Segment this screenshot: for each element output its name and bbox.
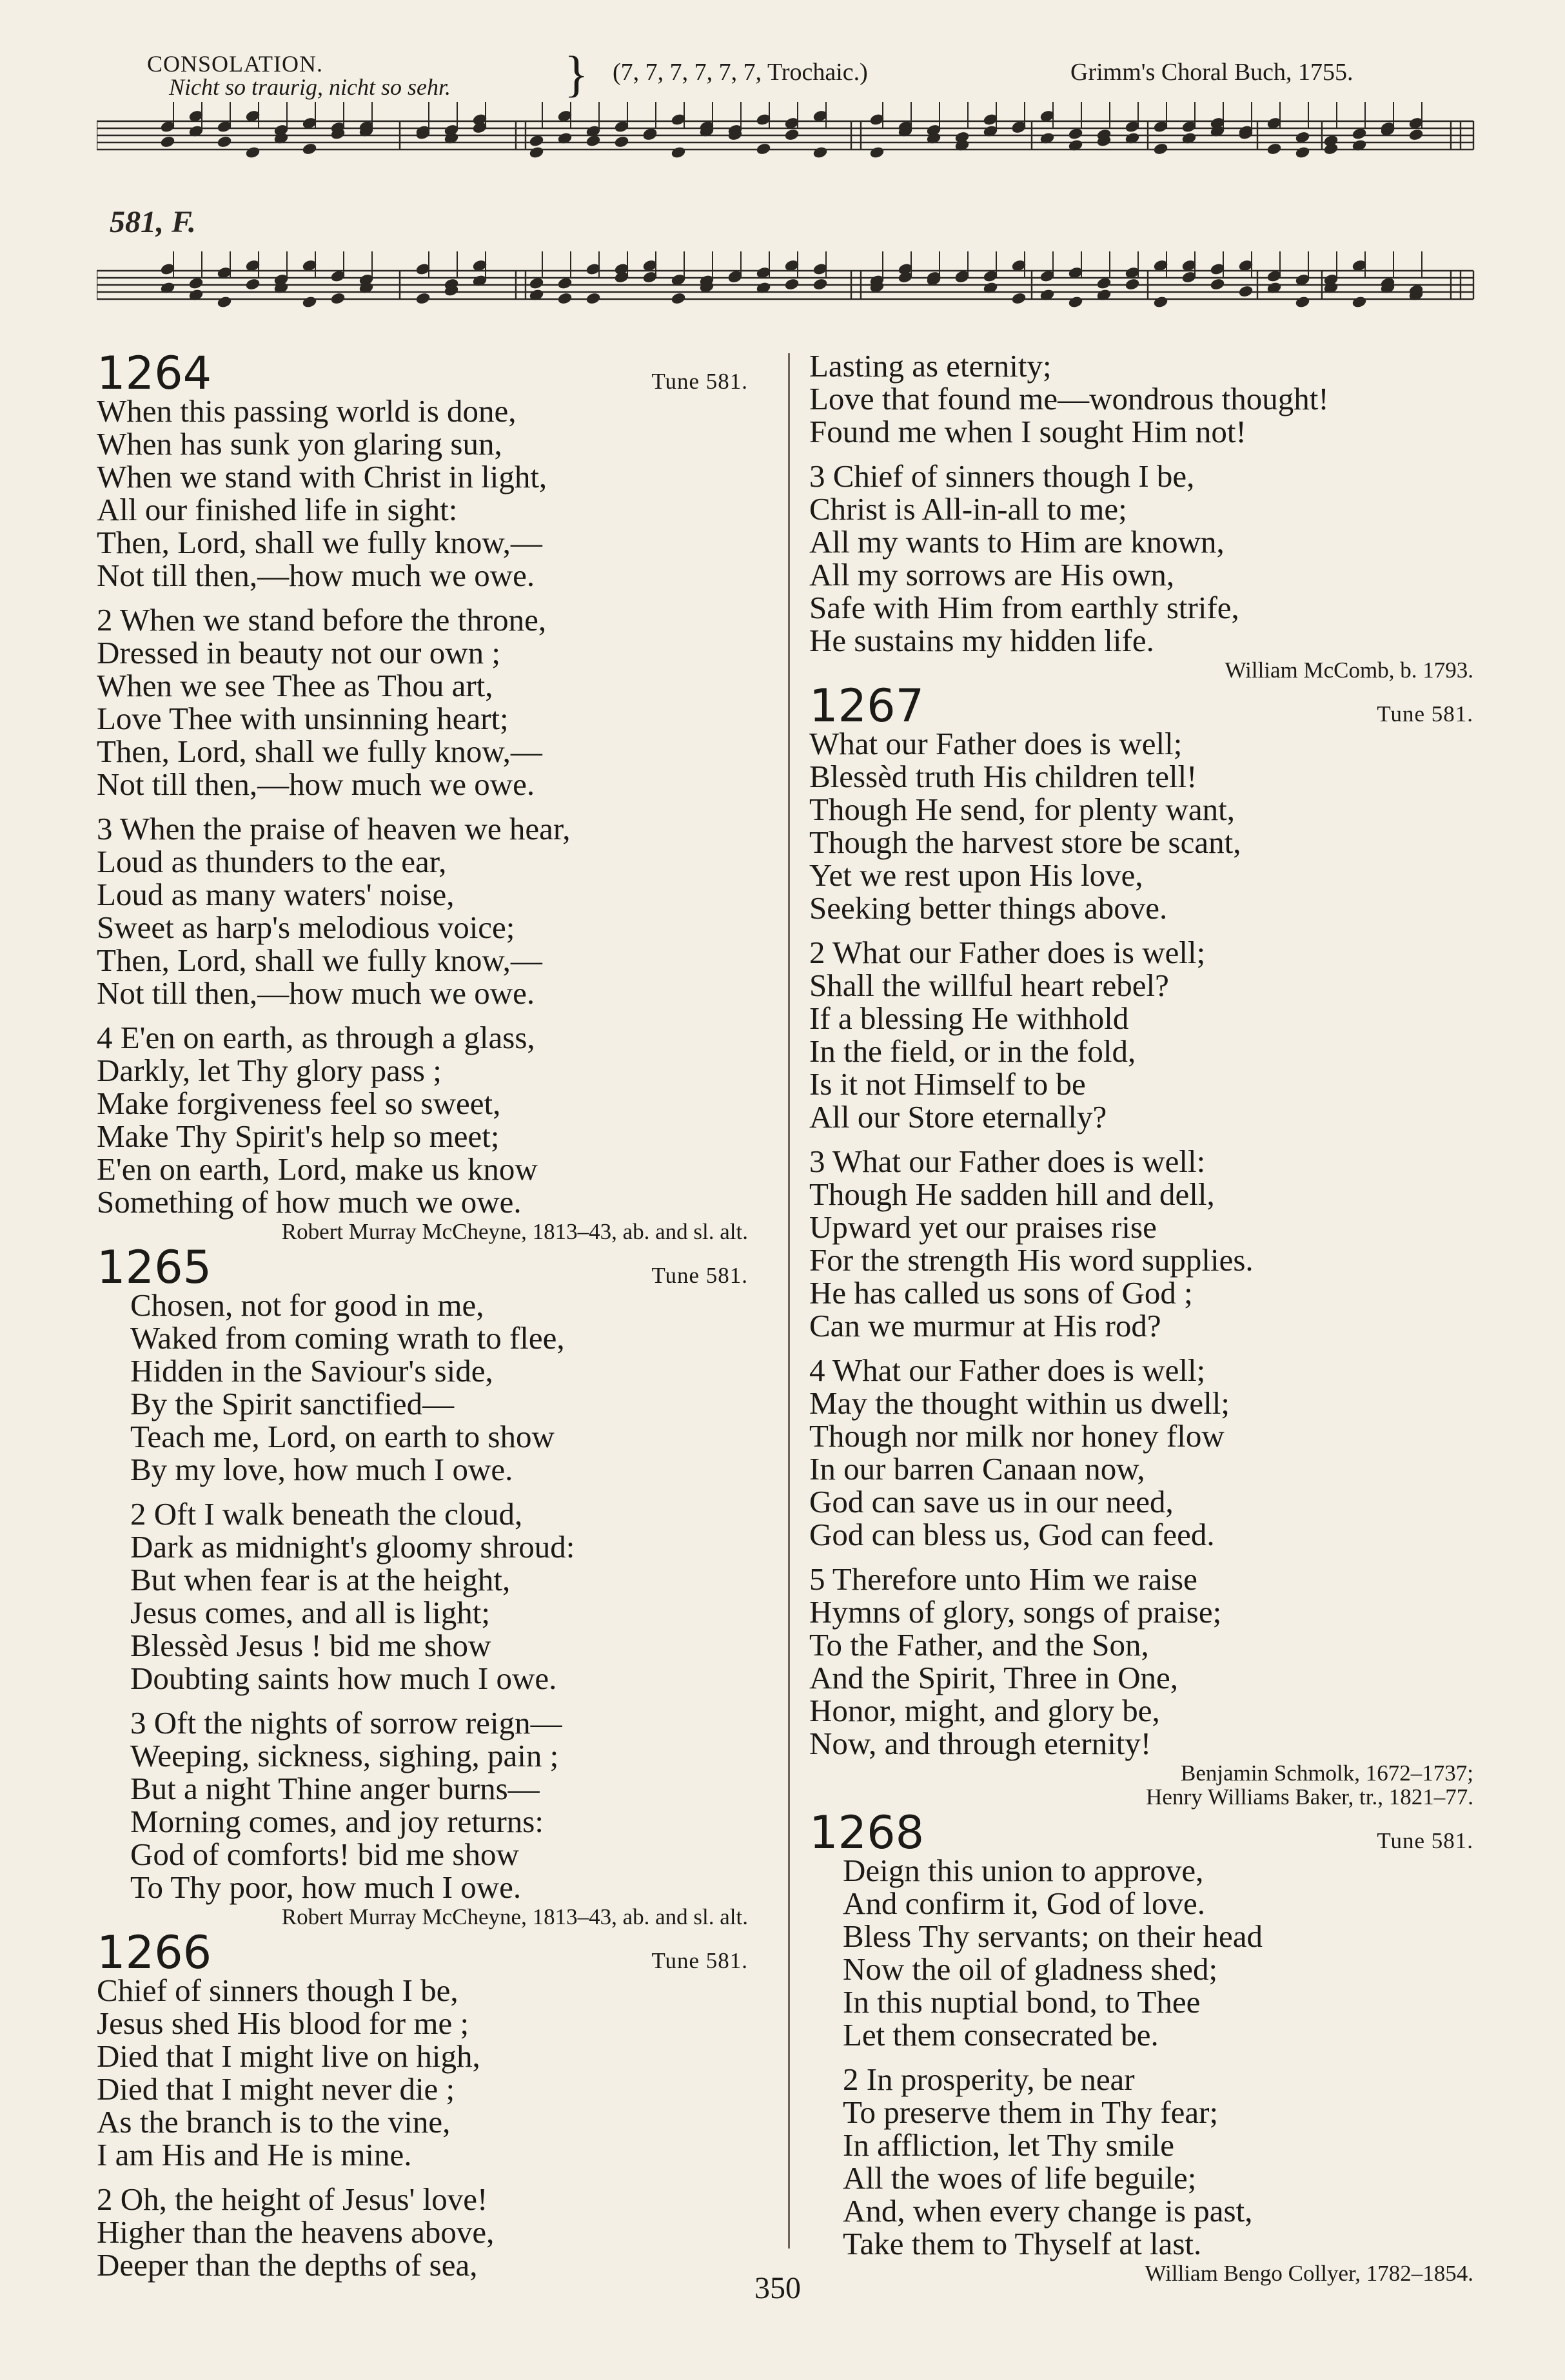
- verse-line: All our finished life in sight:: [97, 492, 458, 527]
- verse-line: 2 When we stand before the throne,: [97, 602, 547, 638]
- verse-line: When has sunk yon glaring sun,: [97, 426, 502, 462]
- verse-line: In the field, or in the fold,: [809, 1033, 1136, 1069]
- verse-line: When this passing world is done,: [97, 393, 517, 429]
- verse-line: Not till then,—how much we owe.: [97, 766, 535, 802]
- hymn-number: 1268: [809, 1806, 925, 1859]
- hymn-1268: [809, 1806, 1480, 2286]
- verse-line: Safe with Him from earthly strife,: [809, 590, 1239, 625]
- verse-line: 3 What our Father does is well:: [809, 1144, 1206, 1179]
- verse-line: 5 Therefore unto Him we raise: [809, 1561, 1197, 1597]
- stanza-continued: [809, 349, 1480, 448]
- verse-line: Loud as thunders to the ear,: [97, 844, 447, 879]
- verse-line: Jesus shed His blood for me ;: [97, 2005, 469, 2041]
- verse-line: But a night Thine anger burns—: [130, 1771, 540, 1806]
- verse-line: Found me when I sought Him not!: [809, 414, 1246, 449]
- stanza: [97, 1021, 754, 1218]
- verse-line: If a blessing He withhold: [809, 1000, 1129, 1036]
- verse-line: 2 Oh, the height of Jesus' love!: [97, 2181, 488, 2217]
- verse-line: Darkly, let Thy glory pass ;: [97, 1053, 442, 1088]
- verse-line: He sustains my hidden life.: [809, 623, 1154, 658]
- hymn-author: William McComb, b. 1793.: [1225, 658, 1473, 683]
- verse-line: Not till then,—how much we owe.: [97, 558, 535, 593]
- verse-line: And confirm it, God of love.: [843, 1886, 1206, 1921]
- verse-line: Love Thee with unsinning heart;: [97, 701, 509, 736]
- verse-line: As the branch is to the vine,: [97, 2104, 451, 2140]
- verse-line: By the Spirit sanctified—: [130, 1386, 455, 1421]
- stanza: [97, 1706, 754, 1904]
- stanza: [97, 395, 754, 592]
- stanza: [97, 812, 754, 1010]
- verse-line: Now the oil of gladness shed;: [843, 1951, 1218, 1987]
- verse-line: Take them to Thyself at last.: [843, 2226, 1202, 2261]
- stanza: [97, 1497, 754, 1695]
- hymn-1267: [809, 679, 1480, 1809]
- verse-line: What our Father does is well;: [809, 726, 1183, 761]
- verse-line: Then, Lord, shall we fully know,—: [97, 734, 542, 769]
- stanza: [97, 603, 754, 801]
- stanza: [809, 1145, 1480, 1342]
- verse-line: All my wants to Him are known,: [809, 524, 1225, 560]
- music-score: [97, 97, 1477, 335]
- verse-line: To preserve them in Thy fear;: [843, 2094, 1219, 2130]
- hymn-translator: Henry Williams Baker, tr., 1821–77.: [1146, 1784, 1473, 1809]
- hymn-tune-ref: Tune 581.: [651, 1263, 748, 1288]
- hymn-tune-ref: Tune 581.: [651, 369, 748, 394]
- verse-line: May the thought within us dwell;: [809, 1385, 1230, 1421]
- stanza: [97, 1289, 754, 1486]
- verse-line: Lasting as eternity;: [809, 348, 1052, 384]
- verse-line: In affliction, let Thy smile: [843, 2127, 1174, 2163]
- column-divider: [788, 353, 790, 2248]
- verse-line: Morning comes, and joy returns:: [130, 1804, 544, 1839]
- verse-line: Not till then,—how much we owe.: [97, 975, 535, 1011]
- verse-line: Honor, might, and glory be,: [809, 1693, 1160, 1728]
- verse-line: All our Store eternally?: [809, 1099, 1107, 1135]
- verse-line: Christ is All-in-all to me;: [809, 491, 1127, 527]
- verse-line: Is it not Himself to be: [809, 1066, 1086, 1102]
- verse-line: Died that I might never die ;: [97, 2071, 455, 2107]
- brace-glyph: }: [564, 46, 589, 102]
- verse-line: 3 Chief of sinners though I be,: [809, 458, 1195, 494]
- verse-line: Jesus comes, and all is light;: [130, 1595, 490, 1630]
- verse-line: Blessèd truth His children tell!: [809, 759, 1197, 794]
- verse-line: Blessèd Jesus ! bid me show: [130, 1628, 491, 1663]
- hymn-author: Benjamin Schmolk, 1672–1737;: [1180, 1761, 1473, 1786]
- verse-line: Though nor milk nor honey flow: [809, 1418, 1225, 1454]
- verse-line: 2 In prosperity, be near: [843, 2062, 1135, 2097]
- verse-line: In our barren Canaan now,: [809, 1451, 1145, 1487]
- verse-line: By my love, how much I owe.: [130, 1452, 513, 1487]
- verse-line: But when fear is at the height,: [130, 1562, 511, 1597]
- verse-line: Teach me, Lord, on earth to show: [130, 1419, 555, 1454]
- verse-line: E'en on earth, Lord, make us know: [97, 1151, 538, 1187]
- verse-line: Something of how much we owe.: [97, 1184, 522, 1220]
- hymn-1266: [97, 1926, 754, 2283]
- hymn-tune-ref: Tune 581.: [1377, 701, 1473, 727]
- hymn-author: William Bengo Collyer, 1782–1854.: [1145, 2261, 1473, 2286]
- verse-line: Though He sadden hill and dell,: [809, 1176, 1215, 1212]
- verse-line: Yet we rest upon His love,: [809, 857, 1143, 893]
- verse-line: 2 What our Father does is well;: [809, 935, 1206, 970]
- verse-line: In this nuptial bond, to Thee: [843, 1984, 1201, 2020]
- verse-line: Seeking better things above.: [809, 890, 1168, 926]
- verse-line: Died that I might live on high,: [97, 2038, 480, 2074]
- tune-subtitle: Nicht so traurig, nicht so sehr.: [169, 74, 451, 100]
- verse-line: 4 E'en on earth, as through a glass,: [97, 1020, 535, 1055]
- hymn-author: Robert Murray McCheyne, 1813–43, ab. and sl. alt.: [281, 1904, 748, 1929]
- verse-line: Then, Lord, shall we fully know,—: [97, 525, 542, 560]
- verse-line: Can we murmur at His rod?: [809, 1308, 1161, 1343]
- page-number: 350: [754, 2271, 801, 2305]
- tune-number-label: 581, F.: [110, 205, 196, 239]
- tune-name: CONSOLATION.: [147, 51, 323, 77]
- verse-line: Though He send, for plenty want,: [809, 792, 1235, 827]
- verse-line: 4 What our Father does is well;: [809, 1352, 1206, 1388]
- hymn-1265: [97, 1241, 754, 1929]
- verse-line: Higher than the heavens above,: [97, 2214, 495, 2250]
- verse-line: For the strength His word supplies.: [809, 1242, 1254, 1278]
- stanza: [809, 460, 1480, 657]
- verse-line: When we stand with Christ in light,: [97, 459, 547, 494]
- left-column: [97, 349, 754, 2293]
- verse-line: Deign this union to approve,: [843, 1853, 1204, 1888]
- verse-line: Loud as many waters' noise,: [97, 877, 455, 912]
- stanza: [809, 1854, 1480, 2051]
- verse-line: 3 Oft the nights of sorrow reign—: [130, 1705, 562, 1741]
- verse-line: Then, Lord, shall we fully know,—: [97, 942, 542, 978]
- verse-line: Make forgiveness feel so sweet,: [97, 1086, 501, 1121]
- verse-line: God of comforts! bid me show: [130, 1837, 519, 1872]
- hymn-tune-ref: Tune 581.: [1377, 1828, 1473, 1853]
- stanza: [809, 936, 1480, 1133]
- verse-line: Hidden in the Saviour's side,: [130, 1353, 493, 1389]
- verse-line: Sweet as harp's melodious voice;: [97, 910, 515, 945]
- hymn-number: 1264: [97, 347, 212, 400]
- verse-line: 3 When the praise of heaven we hear,: [97, 811, 571, 846]
- verse-line: Chosen, not for good in me,: [130, 1287, 484, 1323]
- verse-line: And the Spirit, Three in One,: [809, 1660, 1179, 1695]
- verse-line: Make Thy Spirit's help so meet;: [97, 1118, 500, 1154]
- verse-line: All the woes of life beguile;: [843, 2160, 1197, 2196]
- verse-line: Weeping, sickness, sighing, pain ;: [130, 1738, 559, 1773]
- verse-line: Let them consecrated be.: [843, 2017, 1159, 2053]
- stanza: [97, 1974, 754, 2171]
- verse-line: Deeper than the depths of sea,: [97, 2247, 478, 2283]
- verse-line: Upward yet our praises rise: [809, 1209, 1157, 1245]
- verse-line: Bless Thy servants; on their head: [843, 1918, 1263, 1954]
- verse-line: Doubting saints how much I owe.: [130, 1661, 557, 1696]
- verse-line: He has called us sons of God ;: [809, 1275, 1193, 1311]
- hymn-number: 1267: [809, 679, 925, 732]
- verse-line: When we see Thee as Thou art,: [97, 668, 493, 703]
- tune-source: Grimm's Choral Buch, 1755.: [1070, 59, 1353, 86]
- stanza: [97, 2183, 754, 2281]
- hymn-author: Robert Murray McCheyne, 1813–43, ab. and sl. alt.: [281, 1219, 748, 1244]
- verse-line: Though the harvest store be scant,: [809, 824, 1241, 860]
- verse-line: 2 Oft I walk beneath the cloud,: [130, 1496, 523, 1532]
- tune-meter: (7, 7, 7, 7, 7, 7, Trochaic.): [613, 59, 868, 86]
- verse-line: Now, and through eternity!: [809, 1726, 1152, 1761]
- verse-line: Chief of sinners though I be,: [97, 1973, 458, 2008]
- hymn-number: 1266: [97, 1926, 212, 1979]
- stanza: [809, 1563, 1480, 1760]
- tune-header: [0, 46, 1565, 102]
- stanza: [809, 2063, 1480, 2260]
- verse-line: To the Father, and the Son,: [809, 1627, 1149, 1663]
- verse-line: All my sorrows are His own,: [809, 557, 1175, 592]
- verse-line: God can save us in our need,: [809, 1484, 1174, 1519]
- stanza: [809, 1354, 1480, 1551]
- hymn-tune-ref: Tune 581.: [651, 1948, 748, 1973]
- stanza: [809, 727, 1480, 924]
- verse-line: Dark as midnight's gloomy shroud:: [130, 1529, 575, 1565]
- verse-line: Dressed in beauty not our own ;: [97, 635, 500, 670]
- verse-line: To Thy poor, how much I owe.: [130, 1869, 522, 1905]
- verse-line: God can bless us, God can feed.: [809, 1517, 1215, 1552]
- verse-line: And, when every change is past,: [843, 2193, 1253, 2229]
- hymn-1264: [97, 349, 754, 1244]
- verse-line: I am His and He is mine.: [97, 2137, 412, 2172]
- verse-line: Hymns of glory, songs of praise;: [809, 1594, 1222, 1630]
- verse-line: Shall the willful heart rebel?: [809, 968, 1169, 1003]
- verse-line: Love that found me—wondrous thought!: [809, 381, 1329, 416]
- verse-line: Waked from coming wrath to flee,: [130, 1320, 565, 1356]
- hymn-number: 1265: [97, 1241, 212, 1294]
- right-column: [809, 349, 1480, 2285]
